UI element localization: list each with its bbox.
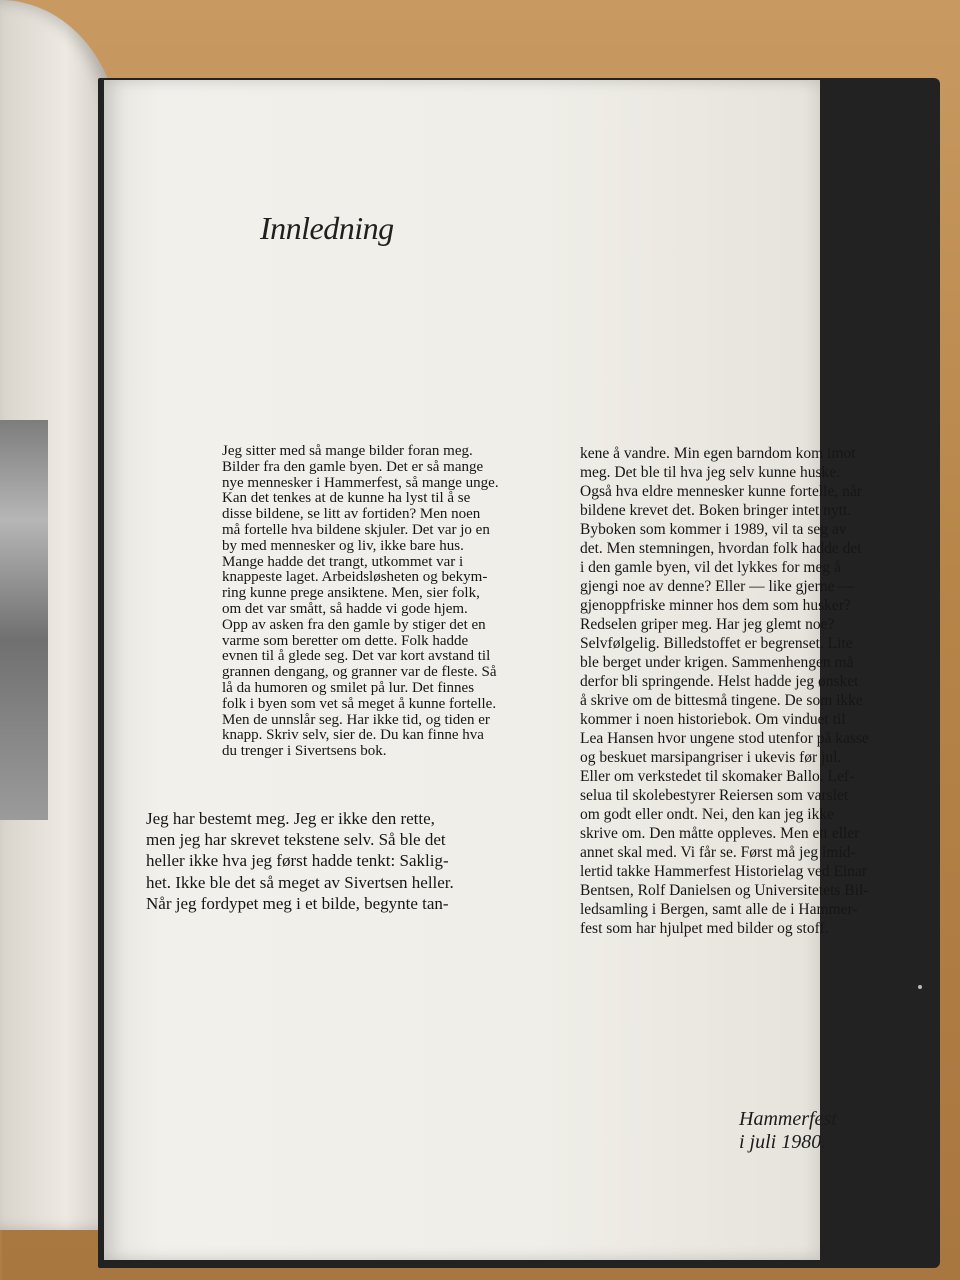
left-column-second-paragraph: Jeg har bestemt meg. Jeg er ikke den rette, men jeg har skrevet tekstene selv. Så ble det heller ikke hva jeg først hadde tenkt: Saklig- het. Ikke ble det så meget av Sivertsen heller. Når jeg fordypet meg i et bilde, begynte tan- (146, 809, 454, 913)
page-title: Innledning (260, 210, 394, 246)
page-content (104, 80, 869, 1260)
right-column-paragraph: kene å vandre. Min egen barndom kom imot meg. Det ble til hva jeg selv kunne huske. Også hva eldre mennesker kunne fortelle, når bildene krevet det. Boken bringer intet nytt. Byboken som kommer i 1989, vil ta seg av det. Men stemningen, hvordan folk hadde det i den gamle byen, vil det lykkes for meg å gjengi noe av denne? Eller — like gjerne — gjenoppfriske minner hos dem som husker? Redselen griper meg. Har jeg glemt noe? Selvfølgelig. Billedstoffet er begrenset. Lite ble berget under krigen. Sammenhengen må derfor bli springende. Helst hadde jeg ønsket å skrive om de bittesmå tingene. De som ikke kommer i noen historiebok. Om vinduet til Lea Hansen hvor ungene stod utenfor på kasse og beskuet marsipangriser i ukevis før jul. Eller om verkstedet til skomaker Ballo. Lef- selua til skolebestyrer Reiersen som varslet om godt eller ondt. Nei, den kan jeg ikke skrive om. Den måtte oppleves. Men ett eller annet skal med. Vi får se. Først må jeg imid- lertid takke Hammerfest Historielag ved Einar Bentsen, Rolf Danielsen og Universitetets Bil- ledsamling i Bergen, samt alle de i Hammer- fest som har hjulpet med bilder og stoff. (580, 445, 869, 937)
book-page (104, 80, 869, 1260)
signature-line: Hammerfest i juli 1980. (739, 1108, 837, 1153)
page-dust-mark (918, 985, 922, 989)
left-page-photo-strip (0, 420, 48, 820)
left-column-first-paragraph: Jeg sitter med så mange bilder foran meg. Bilder fra den gamle byen. Det er så mange nye mennesker i Hammerfest, så mange unge. Kan det tenkes at de kunne ha lyst til å se disse bildene, se litt av fortiden? Men noen må fortelle hva bildene skjuler. Det var jo en by med mennesker og liv, ikke bare hus. Mange hadde det trangt, utkommet var i knappeste laget. Arbeidsløsheten og bekym- ring kunne prege ansiktene. Men, sier folk, om det var smått, så hadde vi gode hjem. Opp av asken fra den gamle by stiger det en varme som beretter om dette. Folk hadde evnen til å glede seg. Det var kort avstand til grannen dengang, og granner var de fleste. Så lå da humoren og smilet på lur. Det finnes folk i byen som vet så meget å kunne fortelle. Men de unnslår seg. Har ikke tid, og tiden er knapp. Skriv selv, sier de. Du kan finne hva du trenger i Sivertsens bok. (222, 443, 499, 760)
